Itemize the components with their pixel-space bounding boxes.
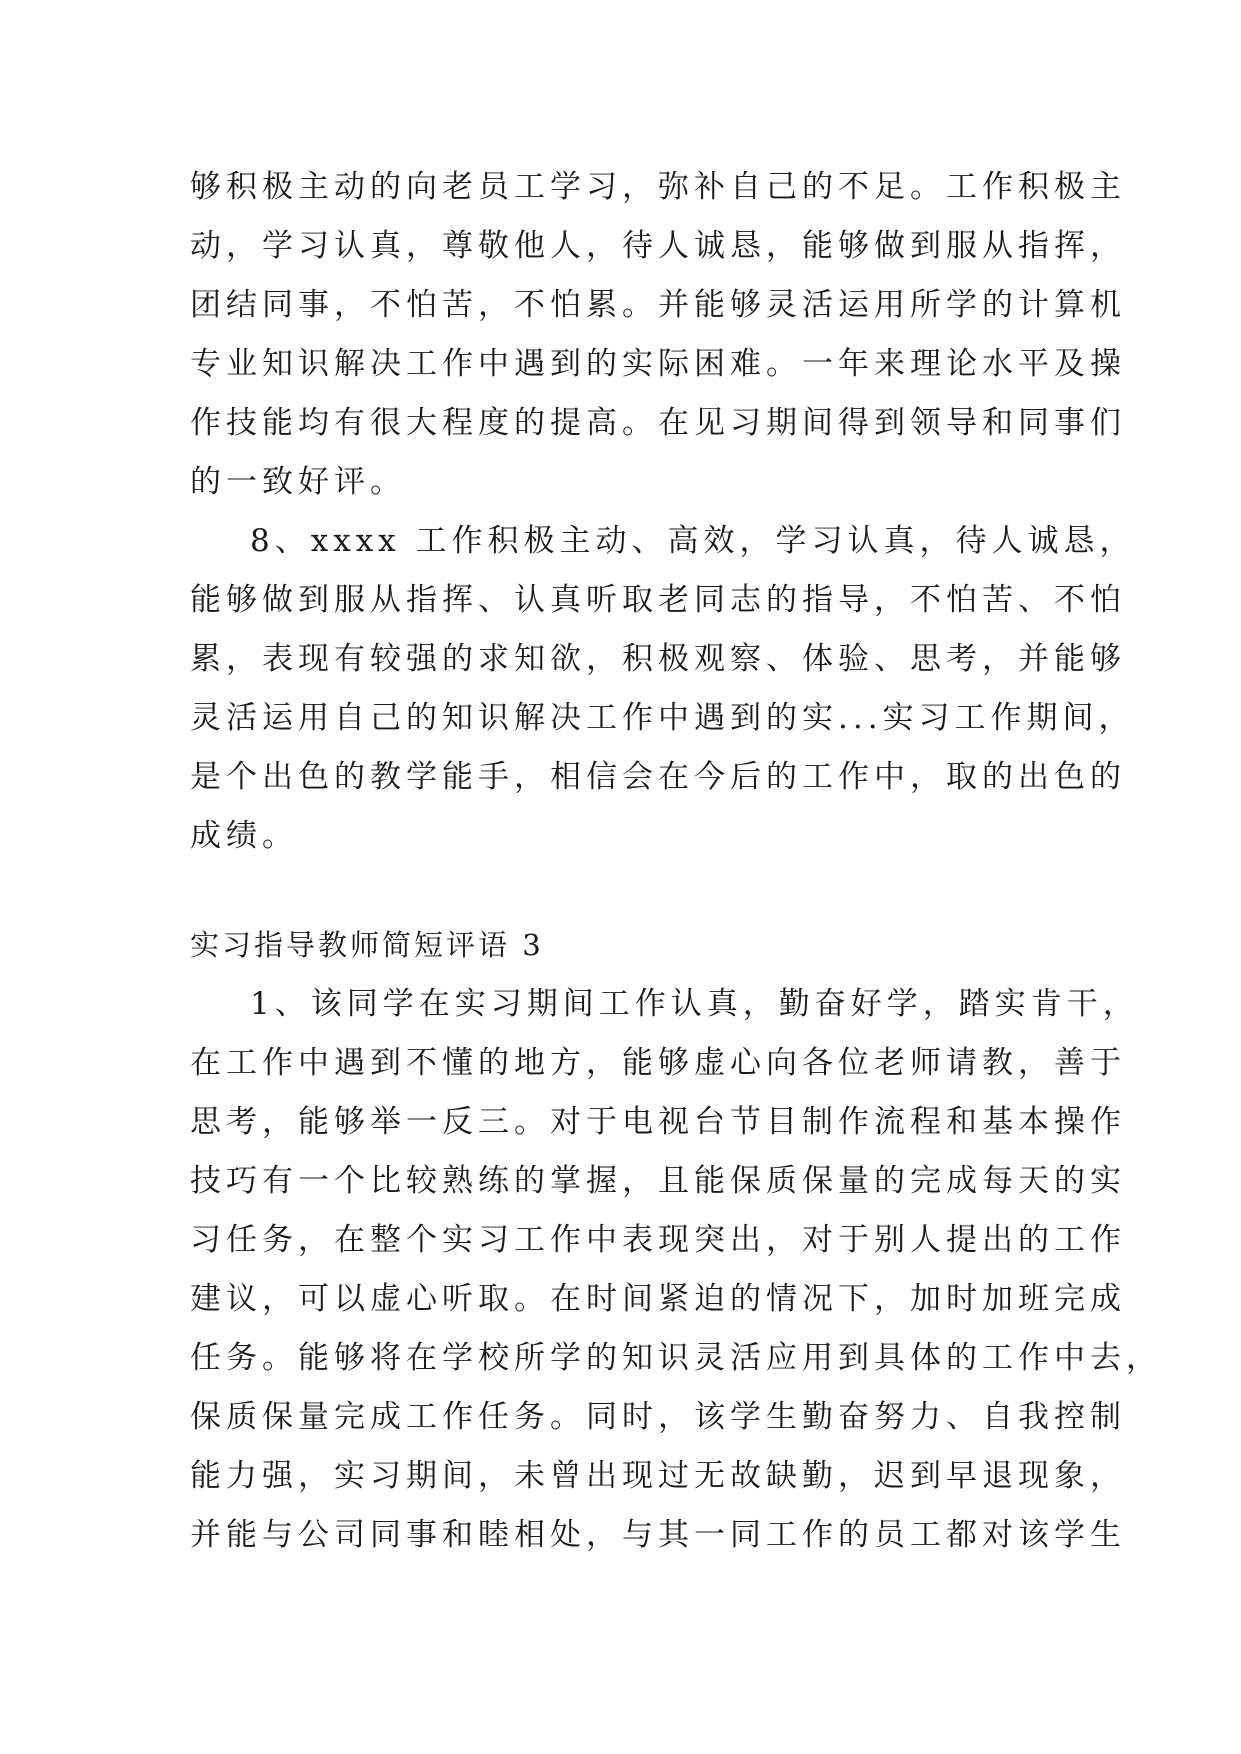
paragraph-line: 并能与公司同事和睦相处，与其一同工作的员工都对该学生 — [190, 1517, 1126, 1553]
paragraph-line: 的一致好评。 — [190, 464, 406, 500]
paragraph-line: 作技能均有很大程度的提高。在见习期间得到领导和同事们 — [190, 405, 1126, 441]
paragraph-line: 累，表现有较强的求知欲，积极观察、体验、思考，并能够 — [190, 641, 1126, 677]
paragraph-line: 团结同事，不怕苦，不怕累。并能够灵活运用所学的计算机 — [190, 287, 1126, 323]
paragraph-line: 专业知识解决工作中遇到的实际困难。一年来理论水平及操 — [190, 346, 1126, 382]
paragraph-line: 灵活运用自己的知识解决工作中遇到的实...实习工作期间， — [190, 700, 1135, 736]
paragraph-line: 在工作中遇到不懂的地方，能够虚心向各位老师请教，善于 — [190, 1045, 1126, 1081]
paragraph-line: 成绩。 — [190, 818, 298, 854]
paragraph-line: 技巧有一个比较熟练的掌握，且能保质保量的完成每天的实 — [190, 1163, 1126, 1199]
paragraph-line: 动，学习认真，尊敬他人，待人诚恳，能够做到服从指挥， — [190, 228, 1126, 264]
paragraph-line: 够积极主动的向老员工学习，弥补自己的不足。工作积极主 — [190, 169, 1126, 205]
paragraph-line: 思考，能够举一反三。对于电视台节目制作流程和基本操作 — [190, 1104, 1126, 1140]
paragraph-line: 是个出色的教学能手，相信会在今后的工作中，取的出色的 — [190, 759, 1126, 795]
paragraph-line: 1、该同学在实习期间工作认真，勤奋好学，踏实肯干， — [250, 986, 1139, 1022]
paragraph-line: 保质保量完成工作任务。同时，该学生勤奋努力、自我控制 — [190, 1399, 1126, 1435]
paragraph-line: 能力强，实习期间，未曾出现过无故缺勤，迟到早退现象， — [190, 1458, 1126, 1494]
paragraph-line: 建议，可以虚心听取。在时间紧迫的情况下，加时加班完成 — [190, 1281, 1126, 1317]
paragraph-line: 习任务，在整个实习工作中表现突出，对于别人提出的工作 — [190, 1222, 1126, 1258]
section-heading: 实习指导教师简短评语 3 — [190, 928, 544, 962]
paragraph-line: 任务。能够将在学校所学的知识灵活应用到具体的工作中去， — [190, 1340, 1162, 1376]
paragraph-line: 8、xxxx 工作积极主动、高效，学习认真，待人诚恳， — [250, 523, 1136, 559]
paragraph-line: 能够做到服从指挥、认真听取老同志的指导，不怕苦、不怕 — [190, 582, 1126, 618]
